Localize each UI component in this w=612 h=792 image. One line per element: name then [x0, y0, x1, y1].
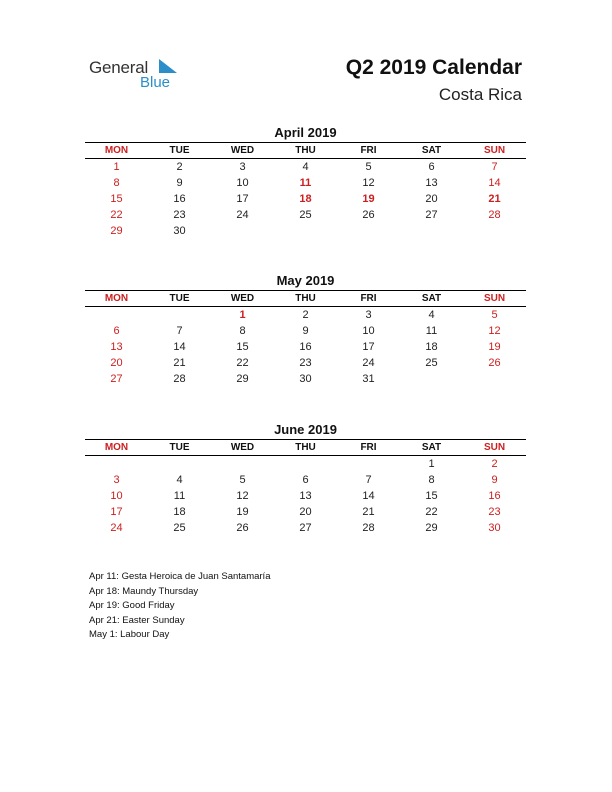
day-cell: 21 [173, 357, 186, 369]
weekday-header: THU [295, 442, 316, 453]
day-cell [337, 223, 400, 239]
week-row [85, 323, 526, 339]
day-cell: 30 [299, 373, 312, 385]
day-cell [463, 223, 526, 239]
day-cell: 24 [236, 209, 249, 221]
day-cell: 5 [239, 474, 246, 486]
day-cell: 15 [110, 193, 123, 205]
week-row [85, 504, 526, 520]
day-cell: 1 [113, 161, 120, 173]
holiday-list [89, 570, 270, 643]
day-cell: 10 [362, 325, 375, 337]
day-cell: 9 [302, 325, 309, 337]
day-cell: 13 [110, 341, 123, 353]
holiday-day-cell: 18 [299, 193, 312, 205]
day-cell: 20 [425, 193, 438, 205]
day-cell: 17 [236, 193, 249, 205]
day-cell: 3 [113, 474, 120, 486]
day-cell [463, 371, 526, 387]
day-cell: 12 [236, 490, 249, 502]
month-title: April 2019 [274, 125, 337, 140]
day-cell: 18 [173, 506, 186, 518]
day-cell: 2 [302, 309, 309, 321]
day-cell: 12 [362, 177, 375, 189]
holiday-item: May 1: Labour Day [89, 629, 170, 640]
day-cell: 26 [236, 522, 249, 534]
day-cell: 8 [113, 177, 120, 189]
logo-word-general: General [89, 58, 149, 77]
week-row [85, 307, 526, 323]
day-cell [148, 456, 211, 472]
day-cell: 31 [362, 373, 375, 385]
day-cell [211, 456, 274, 472]
day-cell: 28 [488, 209, 501, 221]
day-cell: 23 [488, 506, 501, 518]
month-calendar-june [85, 421, 526, 536]
day-cell: 22 [110, 209, 123, 221]
holiday-day-cell: 21 [488, 193, 501, 205]
day-cell: 29 [110, 225, 123, 237]
day-cell: 17 [110, 506, 123, 518]
logo-word-blue: Blue [140, 74, 171, 91]
weekday-header: TUE [169, 293, 190, 304]
day-cell: 22 [425, 506, 438, 518]
day-cell: 27 [299, 522, 312, 534]
day-cell [148, 307, 211, 323]
day-cell: 23 [173, 209, 186, 221]
holiday-item: Apr 19: Good Friday [89, 600, 175, 611]
day-cell: 15 [425, 490, 438, 502]
week-row [85, 339, 526, 355]
page-title: Q2 2019 Calendar [345, 56, 522, 79]
weekday-header: TUE [169, 145, 190, 156]
day-cell: 11 [425, 325, 438, 337]
day-cell: 26 [362, 209, 375, 221]
day-cell [85, 456, 148, 472]
day-cell: 17 [362, 341, 375, 353]
week-row [85, 175, 526, 191]
day-cell: 14 [173, 341, 186, 353]
day-cell: 3 [365, 309, 372, 321]
day-cell: 4 [302, 161, 309, 173]
day-cell: 11 [173, 490, 186, 502]
day-cell: 15 [236, 341, 249, 353]
day-cell: 5 [365, 161, 372, 173]
day-cell [400, 223, 463, 239]
holiday-item: Apr 18: Maundy Thursday [89, 585, 199, 597]
generalblue-logo [89, 56, 199, 96]
day-cell: 27 [425, 209, 438, 221]
day-cell: 24 [110, 522, 123, 534]
day-cell: 27 [110, 373, 123, 385]
day-cell: 19 [236, 506, 249, 518]
day-cell: 4 [176, 474, 183, 486]
day-cell: 9 [491, 474, 498, 486]
weekday-header: SAT [421, 145, 442, 156]
week-row [85, 355, 526, 371]
weekday-header-row [85, 439, 526, 456]
day-cell: 16 [173, 193, 186, 205]
day-cell: 13 [425, 177, 438, 189]
day-cell: 9 [176, 177, 183, 189]
weekday-header: SAT [421, 442, 442, 453]
day-cell: 24 [362, 357, 375, 369]
weekday-header: SUN [483, 145, 506, 156]
holiday-item: Apr 11: Gesta Heroica de Juan Santamaría [89, 571, 271, 582]
week-row [85, 520, 526, 536]
day-cell [337, 456, 400, 472]
holiday-item: Apr 21: Easter Sunday [89, 614, 185, 626]
week-row [85, 159, 526, 175]
day-cell: 22 [236, 357, 249, 369]
day-cell: 3 [239, 161, 246, 173]
day-cell: 21 [362, 506, 375, 518]
weekday-header: MON [104, 145, 129, 156]
day-cell: 25 [299, 209, 312, 221]
day-cell: 14 [488, 177, 501, 189]
holiday-day-cell: 1 [239, 309, 246, 321]
country-subtitle: Costa Rica [438, 85, 522, 104]
weekday-header-row [85, 290, 526, 307]
weekday-header: TUE [169, 442, 190, 453]
weekday-header: FRI [360, 442, 377, 453]
week-row [85, 207, 526, 223]
day-cell: 6 [428, 161, 435, 173]
week-row [85, 488, 526, 504]
day-cell: 26 [488, 357, 501, 369]
day-cell: 28 [173, 373, 186, 385]
weekday-header: SUN [483, 442, 506, 453]
day-cell: 29 [236, 373, 249, 385]
day-cell: 30 [173, 225, 186, 237]
weekday-header: SAT [421, 293, 442, 304]
day-cell [274, 223, 337, 239]
weekday-header: WED [230, 442, 255, 453]
day-cell: 16 [488, 490, 501, 502]
day-cell: 28 [362, 522, 375, 534]
weekday-header: FRI [360, 293, 377, 304]
day-cell: 2 [491, 458, 498, 470]
weekday-header: THU [295, 145, 316, 156]
day-cell: 7 [365, 474, 372, 486]
day-cell [400, 371, 463, 387]
weekday-header: THU [295, 293, 316, 304]
day-cell: 30 [488, 522, 501, 534]
holiday-day-cell: 11 [299, 177, 312, 189]
day-cell: 20 [110, 357, 123, 369]
day-cell: 8 [428, 474, 435, 486]
week-row [85, 223, 526, 239]
week-row [85, 191, 526, 207]
logo-triangle-icon [159, 59, 177, 73]
day-cell: 6 [302, 474, 309, 486]
month-title: May 2019 [276, 273, 335, 288]
day-cell: 13 [299, 490, 312, 502]
day-cell: 23 [299, 357, 312, 369]
weekday-header: MON [104, 293, 129, 304]
day-cell: 12 [488, 325, 501, 337]
day-cell: 6 [113, 325, 120, 337]
day-cell: 10 [236, 177, 249, 189]
day-cell: 18 [425, 341, 438, 353]
day-cell: 20 [299, 506, 312, 518]
day-cell [85, 307, 148, 323]
day-cell [211, 223, 274, 239]
day-cell: 14 [362, 490, 375, 502]
weekday-header: FRI [360, 145, 377, 156]
day-cell [274, 456, 337, 472]
holiday-day-cell: 19 [362, 193, 375, 205]
day-cell: 1 [428, 458, 435, 470]
week-row [85, 472, 526, 488]
day-cell: 16 [299, 341, 312, 353]
day-cell: 4 [428, 309, 435, 321]
week-row [85, 456, 526, 472]
weekday-header: SUN [483, 293, 506, 304]
day-cell: 7 [491, 161, 498, 173]
day-cell: 25 [173, 522, 186, 534]
weekday-header: WED [230, 293, 255, 304]
month-calendar-may [85, 272, 526, 387]
day-cell: 5 [491, 309, 498, 321]
weekday-header: WED [230, 145, 255, 156]
day-cell: 10 [110, 490, 123, 502]
day-cell: 25 [425, 357, 438, 369]
day-cell: 19 [488, 341, 501, 353]
day-cell: 2 [176, 161, 183, 173]
month-calendar-april [85, 124, 526, 239]
weekday-header-row [85, 142, 526, 159]
weekday-header: MON [104, 442, 129, 453]
day-cell: 8 [239, 325, 246, 337]
day-cell: 7 [176, 325, 183, 337]
week-row [85, 371, 526, 387]
month-title: June 2019 [274, 422, 337, 437]
day-cell: 29 [425, 522, 438, 534]
